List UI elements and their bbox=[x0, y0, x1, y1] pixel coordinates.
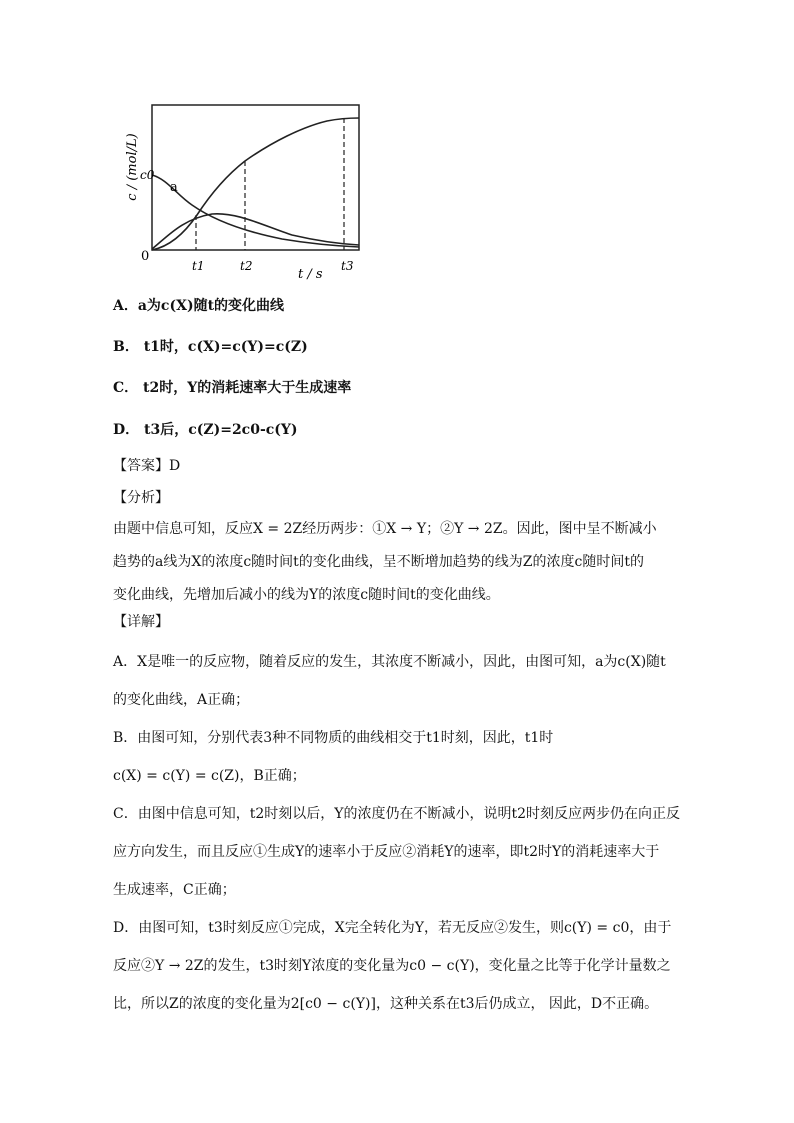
detail-line: C．由图中信息可知，t2时刻以后，Y的浓度仍在不断减小，说明t2时刻反应两步仍在向正反 bbox=[113, 806, 681, 822]
option-c: C． t2时，Y的消耗速率大于生成速率 bbox=[113, 380, 352, 396]
t2-label: t2 bbox=[240, 259, 253, 273]
analysis-line: 趋势的a线为X的浓度c随时间t的变化曲线，呈不断增加趋势的线为Z的浓度c随时间t的 bbox=[113, 554, 644, 570]
concentration-time-figure bbox=[112, 97, 364, 282]
detail-line: 比，所以Z的浓度的变化量为2[c0 − c(Y)]，这种关系在t3后仍成立， 因此，D不正确。 bbox=[113, 996, 659, 1012]
y-axis-label: c / (mol/L) bbox=[125, 133, 140, 201]
curve-z bbox=[152, 118, 359, 250]
t3-label: t3 bbox=[341, 259, 354, 273]
plot-frame bbox=[152, 105, 359, 250]
detail-line: D．由图可知，t3时刻反应①完成，X完全转化为Y，若无反应②发生，则c(Y) = c0，由于 bbox=[113, 920, 672, 936]
curve-a-label: a bbox=[170, 180, 178, 195]
detail-line: 生成速率，C正确； bbox=[113, 882, 236, 898]
c0-label: c0 bbox=[140, 168, 155, 182]
curve-x bbox=[152, 175, 359, 247]
option-d: D． t3后，c(Z)=2c0-c(Y) bbox=[113, 422, 298, 438]
t1-label: t1 bbox=[192, 259, 205, 273]
detail-paragraph bbox=[113, 643, 681, 1023]
analysis-line: 变化曲线，先增加后减小的线为Y的浓度c随时间t的变化曲线。 bbox=[113, 587, 500, 603]
detail-line: 应方向发生，而且反应①生成Y的速率小于反应②消耗Y的速率，即t2时Y的消耗速率大于 bbox=[113, 844, 660, 860]
option-a: A．a为c(X)随t的变化曲线 bbox=[113, 298, 285, 314]
analysis-line: 由题中信息可知，反应X = 2Z经历两步：①X → Y；②Y → 2Z。因此，图中呈不断减小 bbox=[113, 521, 657, 537]
detail-line: 反应②Y → 2Z的发生，t3时刻Y浓度的变化量为c0 − c(Y)，变化量之比等于化学计量数之 bbox=[113, 958, 671, 974]
analysis-paragraph bbox=[113, 513, 681, 612]
detail-line: B．由图可知，分别代表3种不同物质的曲线相交于t1时刻，因此，t1时 bbox=[113, 730, 554, 746]
analysis-header: 【分析】 bbox=[113, 490, 169, 506]
x-axis-label: t / s bbox=[298, 267, 323, 282]
origin-label: 0 bbox=[141, 249, 150, 264]
detail-header: 【详解】 bbox=[113, 614, 169, 630]
detail-line: 的变化曲线，A正确； bbox=[113, 692, 250, 708]
detail-line: c(X) = c(Y) = c(Z)，B正确； bbox=[113, 768, 306, 784]
detail-line: A．X是唯一的反应物，随着反应的发生，其浓度不断减小，因此，由图可知，a为c(X)随t bbox=[113, 654, 666, 670]
answer-line: 【答案】D bbox=[113, 458, 181, 474]
option-b: B． t1时，c(X)=c(Y)=c(Z) bbox=[113, 339, 308, 355]
